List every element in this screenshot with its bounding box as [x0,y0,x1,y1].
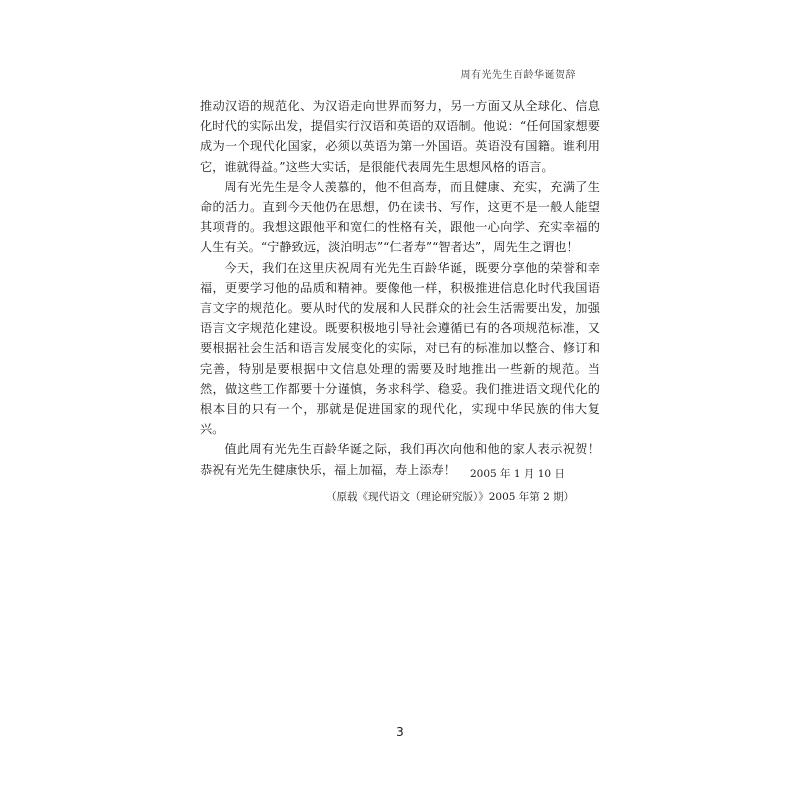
running-header: 周有光先生百龄华诞贺辞 [460,70,576,81]
paragraph: 值此周有光先生百龄华诞之际，我们再次向他和他的家人表示祝贺！恭祝有光先生健康快乐，福上加福，寿上添寿！ [200,442,600,477]
paragraph-continued: 推动汉语的规范化、为汉语走向世界而努力，另一方面又从全球化、信息化时代的实际出发，提倡实行汉语和英语的双语制。他说：“任何国家想要成为一个现代化国家，必须以英语为第一外国语。英语没有国籍。谁利用它，谁就得益。”这些大实话，是很能代表周先生思想风格的语言。 [200,99,600,174]
page-number: 3 [396,725,404,739]
date-line: 2005 年 1 月 10 日 [470,468,565,480]
article-body [200,96,600,480]
source-note: （原载《现代语文（理论研究版）》2005 年第 2 期） [326,491,575,503]
paragraph: 周有光先生是令人羡慕的，他不但高寿，而且健康、充实，充满了生命的活力。直到今天他仍在思想，仍在读书、写作，这更不是一般人能望其项背的。我想这跟他平和宽仁的性格有关，跟他一心向学、充实幸福的人生有关。“宁静致远，淡泊明志”“仁者寿”“智者达”，周先生之谓也！ [200,179,600,255]
paragraph: 今天，我们在这里庆祝周有光先生百龄华诞，既要分享他的荣誉和幸福，更要学习他的品质和精神。要像他一样，积极推进信息化时代我国语言文字的规范化。要从时代的发展和人民群众的社会生活需要出发，加强语言文字规范化建设。既要积极地引导社会遵循已有的各项规范标准，又要根据社会生活和语言发展变化的实际，对已有的标准加以整合、修订和完善，特别是要根据中文信息处理的需要及时地推出一些新的规范。当然，做这些工作都要十分谨慎，务求科学、稳妥。我们推进语文现代化的根本目的只有一个，那就是促进国家的现代化，实现中华民族的伟大复兴。 [200,260,600,437]
